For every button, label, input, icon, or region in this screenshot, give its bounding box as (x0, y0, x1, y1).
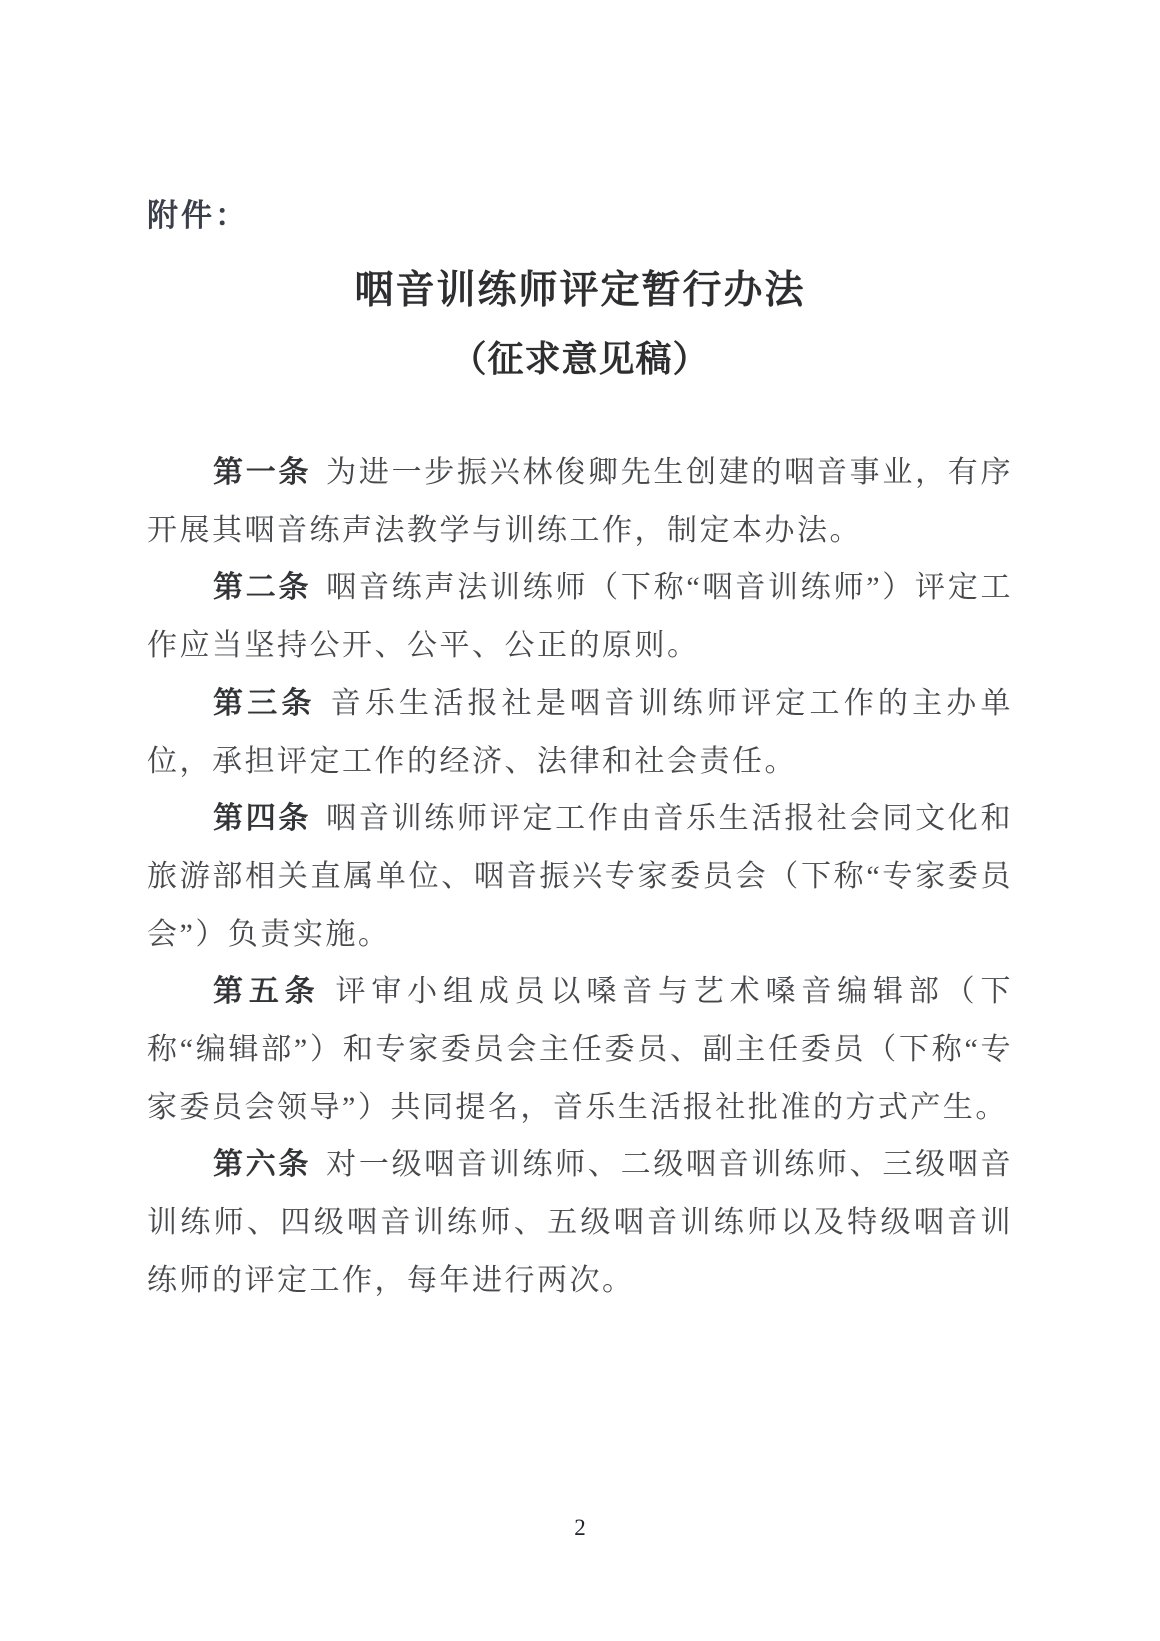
attachment-label: 附件： (147, 198, 249, 233)
article-paragraph-2 (147, 559, 1013, 674)
document-title: 咽音训练师评定暂行办法 (354, 269, 806, 312)
article-4-text: 咽音训练师评定工作由音乐生活报社会同文化和旅游部相关直属单位、咽音振兴专家委员会（下称“专家委员会”）负责实施。 (147, 802, 1014, 951)
article-paragraph-1 (147, 444, 1013, 559)
article-1-label: 第一条 (213, 456, 312, 489)
document-subtitle: （征求意见稿） (450, 338, 710, 379)
article-3-label: 第三条 (213, 686, 316, 720)
article-paragraph-3 (147, 675, 1013, 790)
article-5-label: 第五条 (213, 975, 321, 1009)
article-5-text: 评审小组成员以嗓音与艺术嗓音编辑部（下称“编辑部”）和专家委员会主任委员、副主任委员（下称“专家委员会领导”）共同提名，音乐生活报社批准的方式产生。 (147, 975, 1013, 1124)
article-paragraph-6 (147, 1136, 1013, 1309)
article-2-text: 咽音练声法训练师（下称“咽音训练师”）评定工作应当坚持公开、公平、公正的原则。 (147, 571, 1013, 663)
article-4-label: 第四条 (213, 802, 312, 836)
document-body (147, 444, 1013, 1310)
page-number: 2 (574, 1515, 586, 1540)
article-1-text: 为进一步振兴林俊卿先生创建的咽音事业，有序开展其咽音练声法教学与训练工作，制定本办法。 (147, 456, 1014, 547)
article-6-label: 第六条 (213, 1148, 312, 1182)
article-3-text: 音乐生活报社是咽音训练师评定工作的主办单位，承担评定工作的经济、法律和社会责任。 (147, 686, 1014, 778)
article-paragraph-5 (147, 963, 1013, 1136)
article-paragraph-4 (147, 790, 1013, 963)
article-2-label: 第二条 (213, 571, 312, 605)
article-6-text: 对一级咽音训练师、二级咽音训练师、三级咽音训练师、四级咽音训练师、五级咽音训练师以及特级咽音训练师的评定工作，每年进行两次。 (147, 1148, 1014, 1297)
